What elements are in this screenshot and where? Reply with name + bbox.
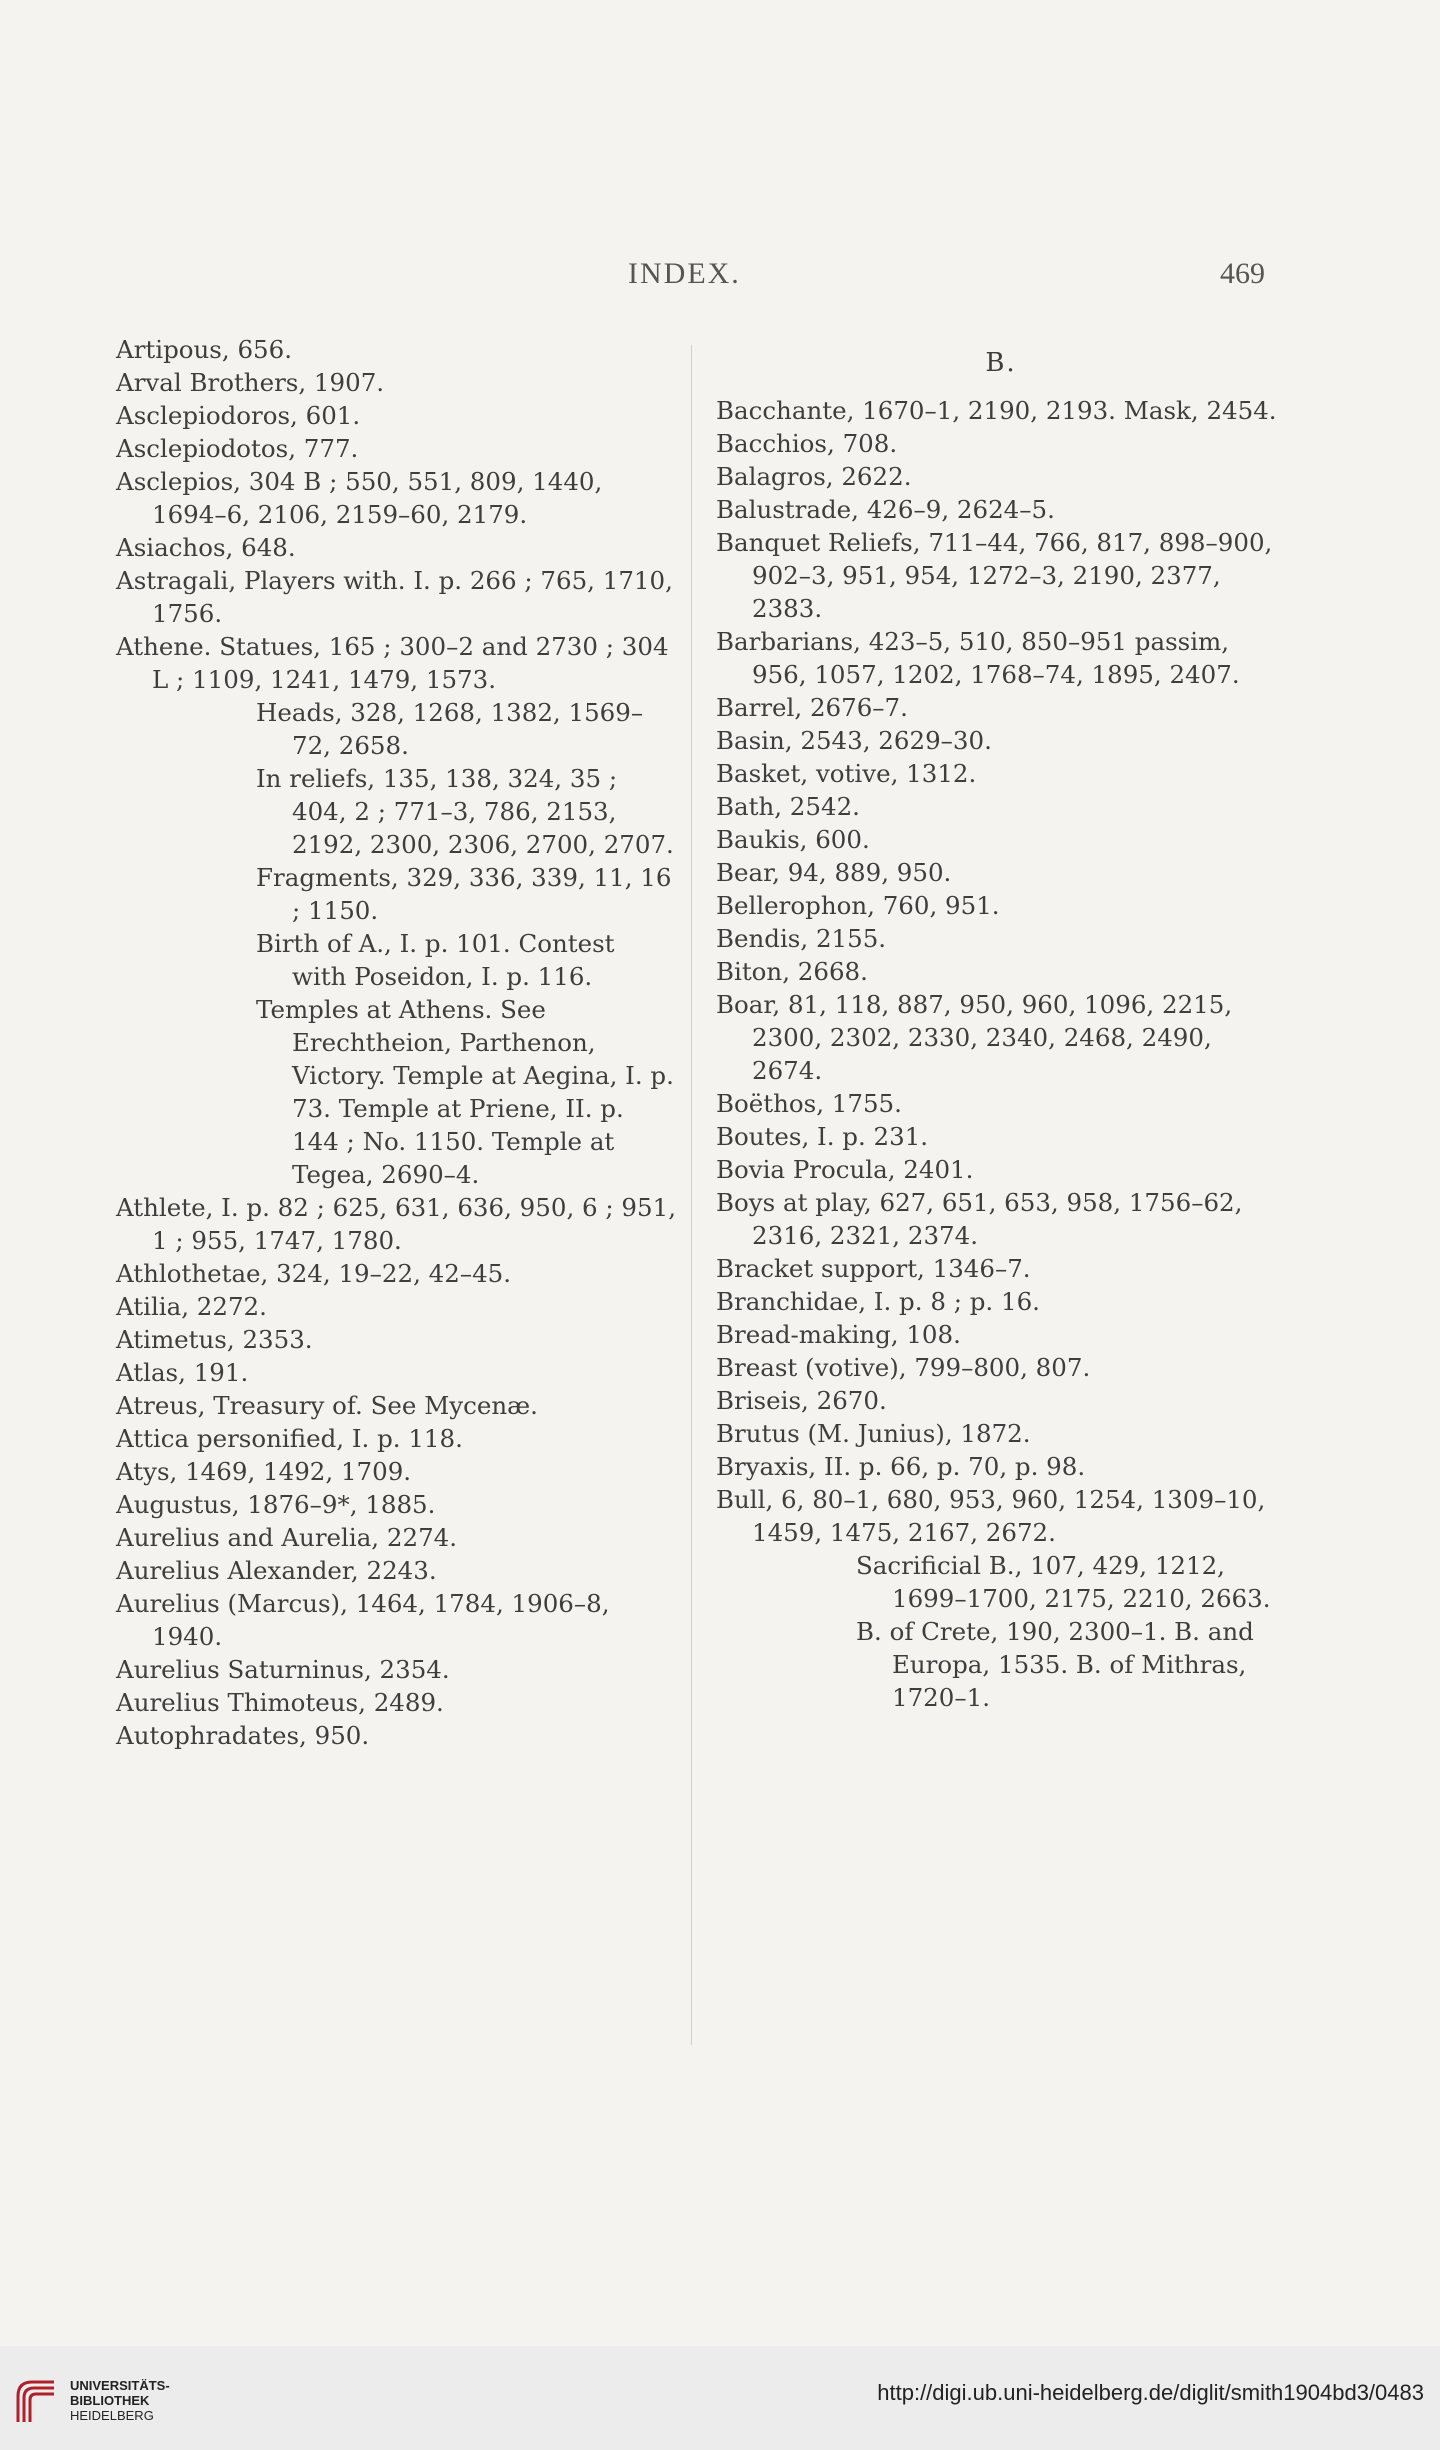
index-entry: Aurelius and Aurelia, 2274.: [116, 1523, 458, 1552]
index-subentry: In reliefs, 135, 138, 324, 35 ; 404, 2 ; 771–3, 786, 2153, 2192, 2300, 2306, 2700, 2707.: [256, 764, 674, 859]
index-subentry: B. of Crete, 190, 2300–1. B. and Europa, 1535. B. of Mithras, 1720–1.: [856, 1617, 1254, 1712]
index-entry: Atilia, 2272.: [116, 1292, 267, 1321]
running-title: INDEX.: [628, 257, 741, 290]
page-header: [0, 257, 1440, 297]
index-subentry: Fragments, 329, 336, 339, 11, 16 ; 1150.: [256, 863, 672, 925]
library-name-line: UNIVERSITÄTS-: [70, 2378, 170, 2393]
index-entry: Astragali, Players with. I. p. 266 ; 765, 1710, 1756.: [116, 566, 673, 628]
index-entry: Basket, votive, 1312.: [716, 759, 977, 788]
library-name-line: HEIDELBERG: [70, 2408, 154, 2423]
index-entry: Atys, 1469, 1492, 1709.: [116, 1457, 412, 1486]
index-entry: Atimetus, 2353.: [116, 1325, 313, 1354]
library-name: [70, 2378, 170, 2423]
index-entry: Aurelius Thimoteus, 2489.: [116, 1688, 444, 1717]
library-logo-icon: [14, 2376, 58, 2426]
index-entry: Balagros, 2622.: [716, 462, 912, 491]
index-entry: Balustrade, 426–9, 2624–5.: [716, 495, 1055, 524]
index-entry: Basin, 2543, 2629–30.: [716, 726, 992, 755]
index-entry: Bacchios, 708.: [716, 429, 898, 458]
index-entry: Boutes, I. p. 231.: [716, 1122, 929, 1151]
index-subentry: Temples at Athens. See Erechtheion, Parthenon, Victory. Temple at Aegina, I. p. 73. Temple at Priene, II. p. 144 ; No. 1150. Temple at Tegea, 2690–4.: [256, 995, 674, 1189]
index-entry: Boar, 81, 118, 887, 950, 960, 1096, 2215, 2300, 2302, 2330, 2340, 2468, 2490, 2674.: [716, 990, 1233, 1085]
index-entry: Boys at play, 627, 651, 653, 958, 1756–62, 2316, 2321, 2374.: [716, 1188, 1243, 1250]
index-entry: Asclepiodoros, 601.: [116, 401, 361, 430]
section-letter: B.: [985, 348, 1017, 378]
index-entry: Bacchante, 1670–1, 2190, 2193. Mask, 2454.: [716, 396, 1277, 425]
index-entry: Bovia Procula, 2401.: [716, 1155, 974, 1184]
index-entry: Branchidae, I. p. 8 ; p. 16.: [716, 1287, 1040, 1316]
index-entry: Breast (votive), 799–800, 807.: [716, 1353, 1091, 1382]
index-subentry: Sacrificial B., 107, 429, 1212, 1699–1700, 2175, 2210, 2663.: [856, 1551, 1271, 1613]
index-entry: Athlete, I. p. 82 ; 625, 631, 636, 950, 6 ; 951, 1 ; 955, 1747, 1780.: [116, 1193, 676, 1255]
index-entry: Atlas, 191.: [116, 1358, 249, 1387]
index-entry: Atreus, Treasury of. See Mycenæ.: [116, 1391, 538, 1420]
index-entry: Boëthos, 1755.: [716, 1089, 902, 1118]
library-name-line: BIBLIOTHEK: [70, 2393, 150, 2408]
index-entry: Asiachos, 648.: [116, 533, 296, 562]
index-entry: Baukis, 600.: [716, 825, 870, 854]
viewer-footer: [0, 2346, 1440, 2450]
index-entry: Asclepiodotos, 777.: [116, 434, 359, 463]
index-subentry: Birth of A., I. p. 101. Contest with Poseidon, I. p. 116.: [256, 929, 615, 991]
index-entry: Bracket support, 1346–7.: [716, 1254, 1031, 1283]
index-entry: Arval Brothers, 1907.: [116, 368, 385, 397]
index-entry: Artipous, 656.: [116, 335, 292, 364]
index-entry: Athene. Statues, 165 ; 300–2 and 2730 ; 304 L ; 1109, 1241, 1479, 1573.: [116, 632, 669, 694]
index-entry: Asclepios, 304 B ; 550, 551, 809, 1440, 1694–6, 2106, 2159–60, 2179.: [116, 467, 603, 529]
index-entry: Bread-making, 108.: [716, 1320, 961, 1349]
index-entry: Brutus (M. Junius), 1872.: [716, 1419, 1031, 1448]
index-entry: Briseis, 2670.: [716, 1386, 887, 1415]
index-entry: Bryaxis, II. p. 66, p. 70, p. 98.: [716, 1452, 1086, 1481]
index-entry: Bull, 6, 80–1, 680, 953, 960, 1254, 1309–10, 1459, 1475, 2167, 2672.: [716, 1485, 1266, 1547]
index-entry: Athlothetae, 324, 19–22, 42–45.: [116, 1259, 512, 1288]
index-column-left: [116, 333, 676, 1752]
index-entry: Barbarians, 423–5, 510, 850–951 passim, 956, 1057, 1202, 1768–74, 1895, 2407.: [716, 627, 1240, 689]
index-entry: Biton, 2668.: [716, 957, 868, 986]
index-entry: Bear, 94, 889, 950.: [716, 858, 952, 887]
column-divider: [691, 345, 692, 2045]
index-entry: Bellerophon, 760, 951.: [716, 891, 1000, 920]
permalink-url[interactable]: http://digi.ub.uni-heidelberg.de/diglit/smith1904bd3/0483: [877, 2380, 1424, 2405]
index-entry: Attica personified, I. p. 118.: [116, 1424, 463, 1453]
index-entry: Bath, 2542.: [716, 792, 860, 821]
index-entry: Banquet Reliefs, 711–44, 766, 817, 898–900, 902–3, 951, 954, 1272–3, 2190, 2377, 2383.: [716, 528, 1273, 623]
page-number: 469: [1220, 257, 1265, 290]
index-entry: Aurelius Alexander, 2243.: [116, 1556, 437, 1585]
index-entry: Aurelius (Marcus), 1464, 1784, 1906–8, 1940.: [116, 1589, 610, 1651]
index-entry: Autophradates, 950.: [116, 1721, 370, 1750]
index-entry: Bendis, 2155.: [716, 924, 887, 953]
index-entry: Barrel, 2676–7.: [716, 693, 908, 722]
index-entry: Aurelius Saturninus, 2354.: [116, 1655, 450, 1684]
index-subentry: Heads, 328, 1268, 1382, 1569–72, 2658.: [256, 698, 644, 760]
index-column-right: [716, 333, 1286, 1714]
index-entry: Augustus, 1876–9*, 1885.: [116, 1490, 436, 1519]
